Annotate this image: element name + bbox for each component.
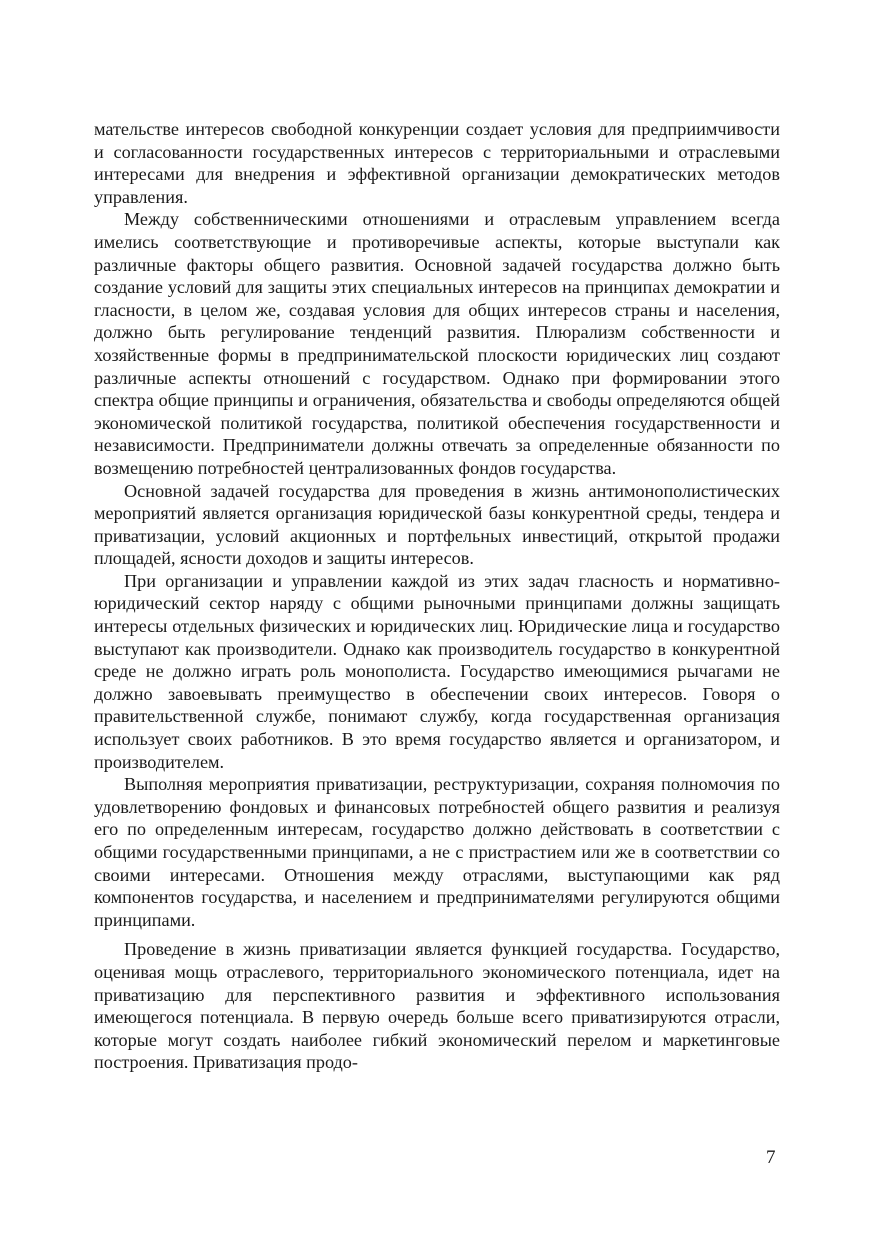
paragraph: Основной задачей государства для проведения в жизнь антимонополистических мероприятий является организация юридической базы конкурентной среды, тендера и приватизации, условий акционных и портфельных инвестиций, открытой продажи площадей, ясности доходов и защиты интересов.: [94, 480, 780, 569]
paragraph: Выполняя мероприятия приватизации, реструктуризации, сохраняя полномочия по удовлетворению фондовых и финансовых потребностей общего развития и реализуя его по определенным интересам, государство должно действовать в соответствии с общими государственными принципами, а не с пристрастием или же в соответствии со своими интересами. Отношения между отраслями, выступающими как ряд компонентов государства, и населением и предпринимателями регулируются общими принципами.: [94, 774, 780, 930]
page-body: [94, 118, 780, 1074]
page-number: 7: [766, 1147, 776, 1168]
paragraph-continuation: мательстве интересов свободной конкуренции создает условия для предприимчивости и согласованности государственных интересов с территориальными и отраслевыми интересами для внедрения и эффективной организации демократических методов управления.: [94, 119, 780, 207]
paragraph: Между собственническими отношениями и отраслевым управлением всегда имелись соответствующие и противоречивые аспекты, которые выступали как различные факторы общего развития. Основной задачей государства должно быть создание условий для защиты этих специальных интересов на принципах демократии и гласности, в целом же, создавая условия для общих интересов страны и населения, должно быть регулирование тенденций развития. Плюрализм собственности и хозяйственные формы в предпринимательской плоскости юридических лиц создают различные аспекты отношений с государством. Однако при формировании этого спектра общие принципы и ограничения, обязательства и свободы определяются общей экономической политикой государства, политикой обеспечения государственности и независимости. Предприниматели должны отвечать за определенные обязанности по возмещению потребностей централизованных фондов государства.: [94, 209, 780, 478]
paragraph: При организации и управлении каждой из этих задач гласность и нормативно-юридический сектор наряду с общими рыночными принципами должны защищать интересы отдельных физических и юридических лиц. Юридические лица и государство выступают как производители. Однако как производитель государство в конкурентной среде не должно играть роль монополиста. Государство имеющимися рычагами не должно завоевывать преимущество в обеспечении своих интересов. Говоря о правительственной службе, понимают службу, когда государственная организация использует своих работников. В это время государство является и организатором, и производителем.: [94, 570, 780, 772]
paragraph: Проведение в жизнь приватизации является функцией государства. Государство, оценивая мощь отраслевого, территориального экономического потенциала, идет на приватизацию для перспективного развития и эффективного использования имеющегося потенциала. В первую очередь больше всего приватизируются отрасли, которые могут создать наиболее гибкий экономический перелом и маркетинговые построения. Приватизация продо-: [94, 939, 780, 1073]
